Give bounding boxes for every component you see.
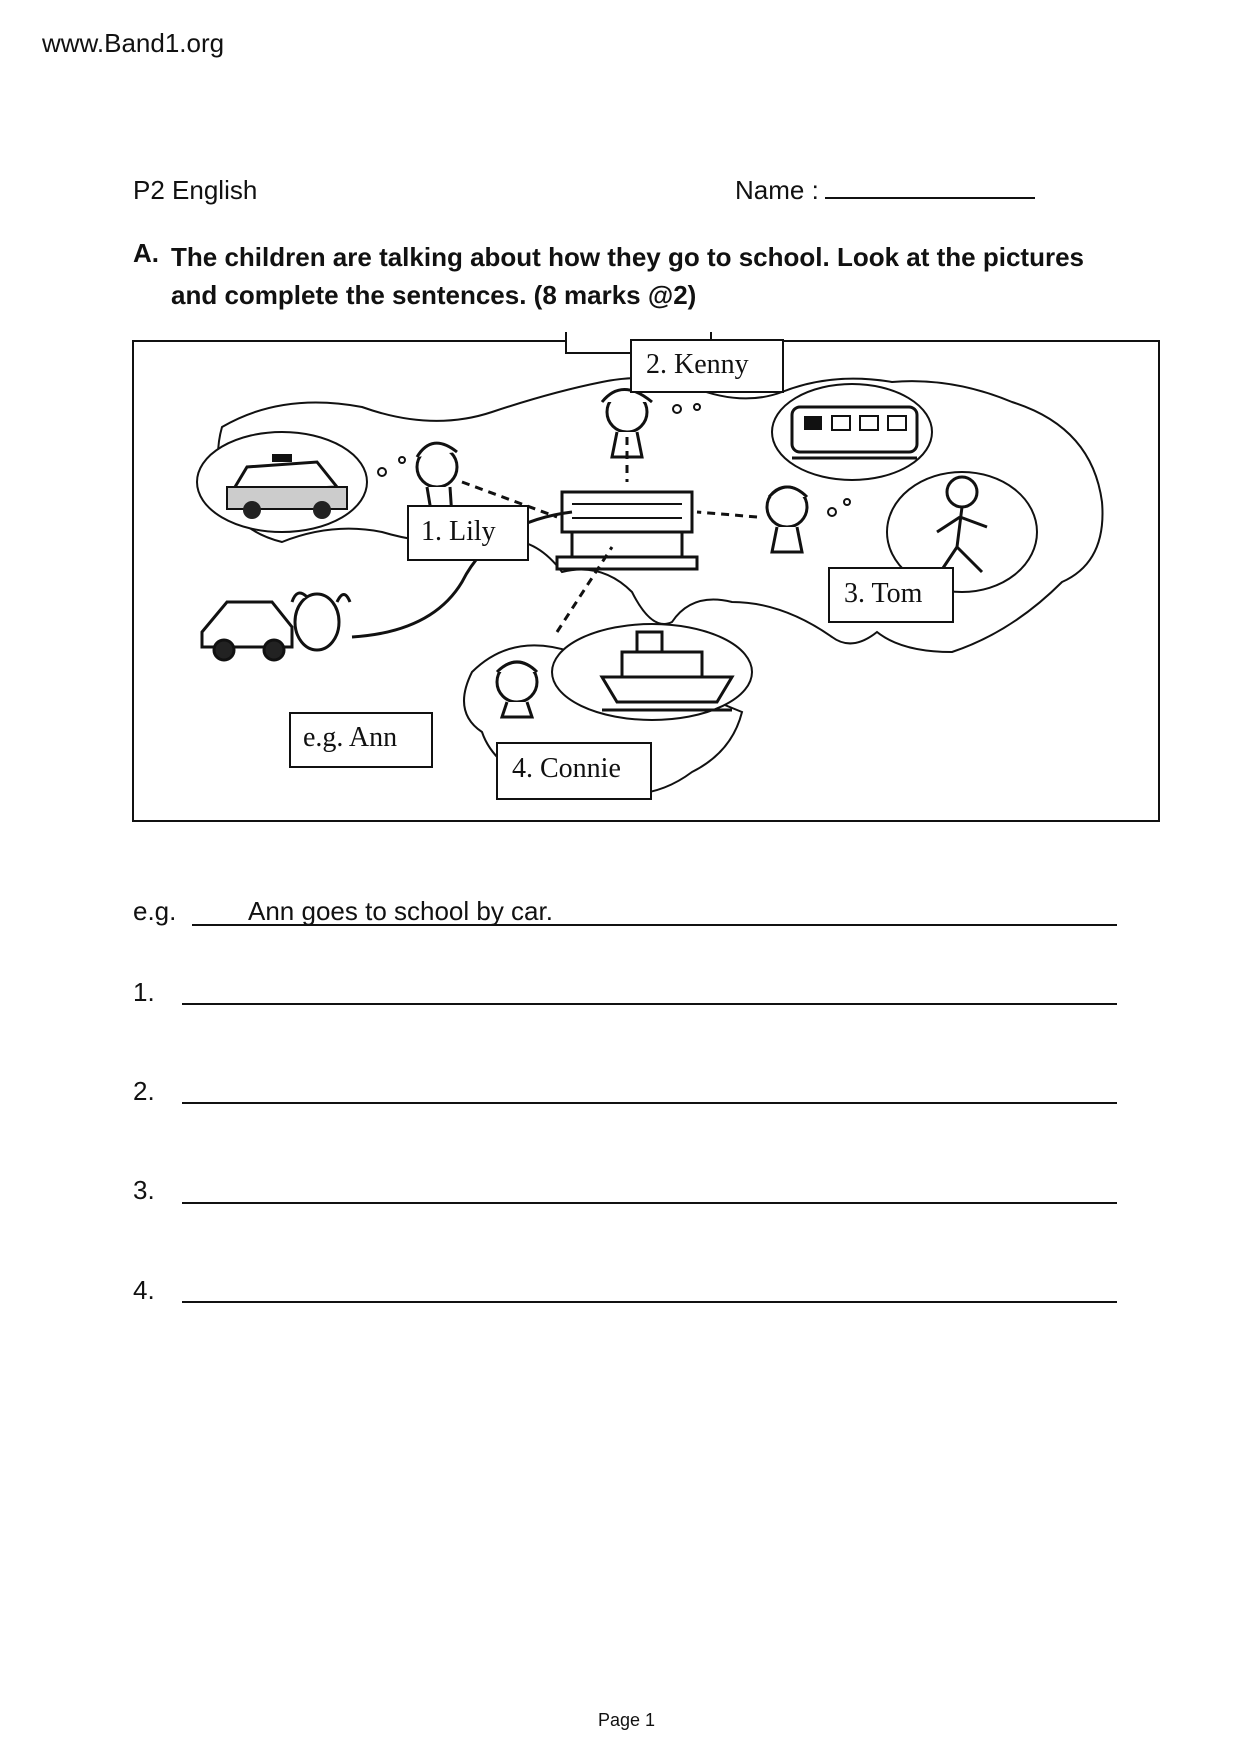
answer-4-line[interactable] (182, 1300, 1117, 1303)
name-blank-line (825, 175, 1035, 199)
answer-2-line[interactable] (182, 1101, 1117, 1104)
label-ann-text: e.g. Ann (303, 722, 398, 753)
tom-figure (767, 487, 807, 552)
ann-figure (292, 593, 350, 650)
school-building-icon (557, 492, 697, 569)
answer-3-line[interactable] (182, 1201, 1117, 1204)
name-label: Name : (735, 175, 819, 205)
subject-title: P2 English (133, 175, 258, 205)
answer-3-label: 3. (133, 1175, 155, 1205)
answer-2-label: 2. (133, 1076, 155, 1106)
name-field (735, 175, 1035, 206)
label-kenny-text: 2. Kenny (646, 349, 749, 380)
label-lily-text: 1. Lily (421, 516, 496, 547)
question-letter: A. (133, 238, 159, 268)
site-url: www.Band1.org (42, 28, 225, 58)
question-instruction: The children are talking about how they go to school. Look at the pictures and complete the sentences. (8 marks @2) (171, 242, 1084, 310)
example-label: e.g. (133, 896, 177, 926)
answer-4-label: 4. (133, 1275, 155, 1305)
car-icon (202, 602, 292, 660)
page-number: Page 1 (598, 1710, 656, 1730)
connie-figure (497, 662, 537, 717)
label-tom-text: 3. Tom (844, 578, 923, 609)
example-answer: Ann goes to school by car. (248, 896, 553, 926)
answer-1-label: 1. (133, 977, 155, 1007)
example-answer-line (192, 923, 1117, 926)
label-connie-text: 4. Connie (512, 753, 621, 784)
kenny-figure (602, 390, 652, 458)
train-icon (792, 407, 917, 458)
answer-1-line[interactable] (182, 1002, 1117, 1005)
